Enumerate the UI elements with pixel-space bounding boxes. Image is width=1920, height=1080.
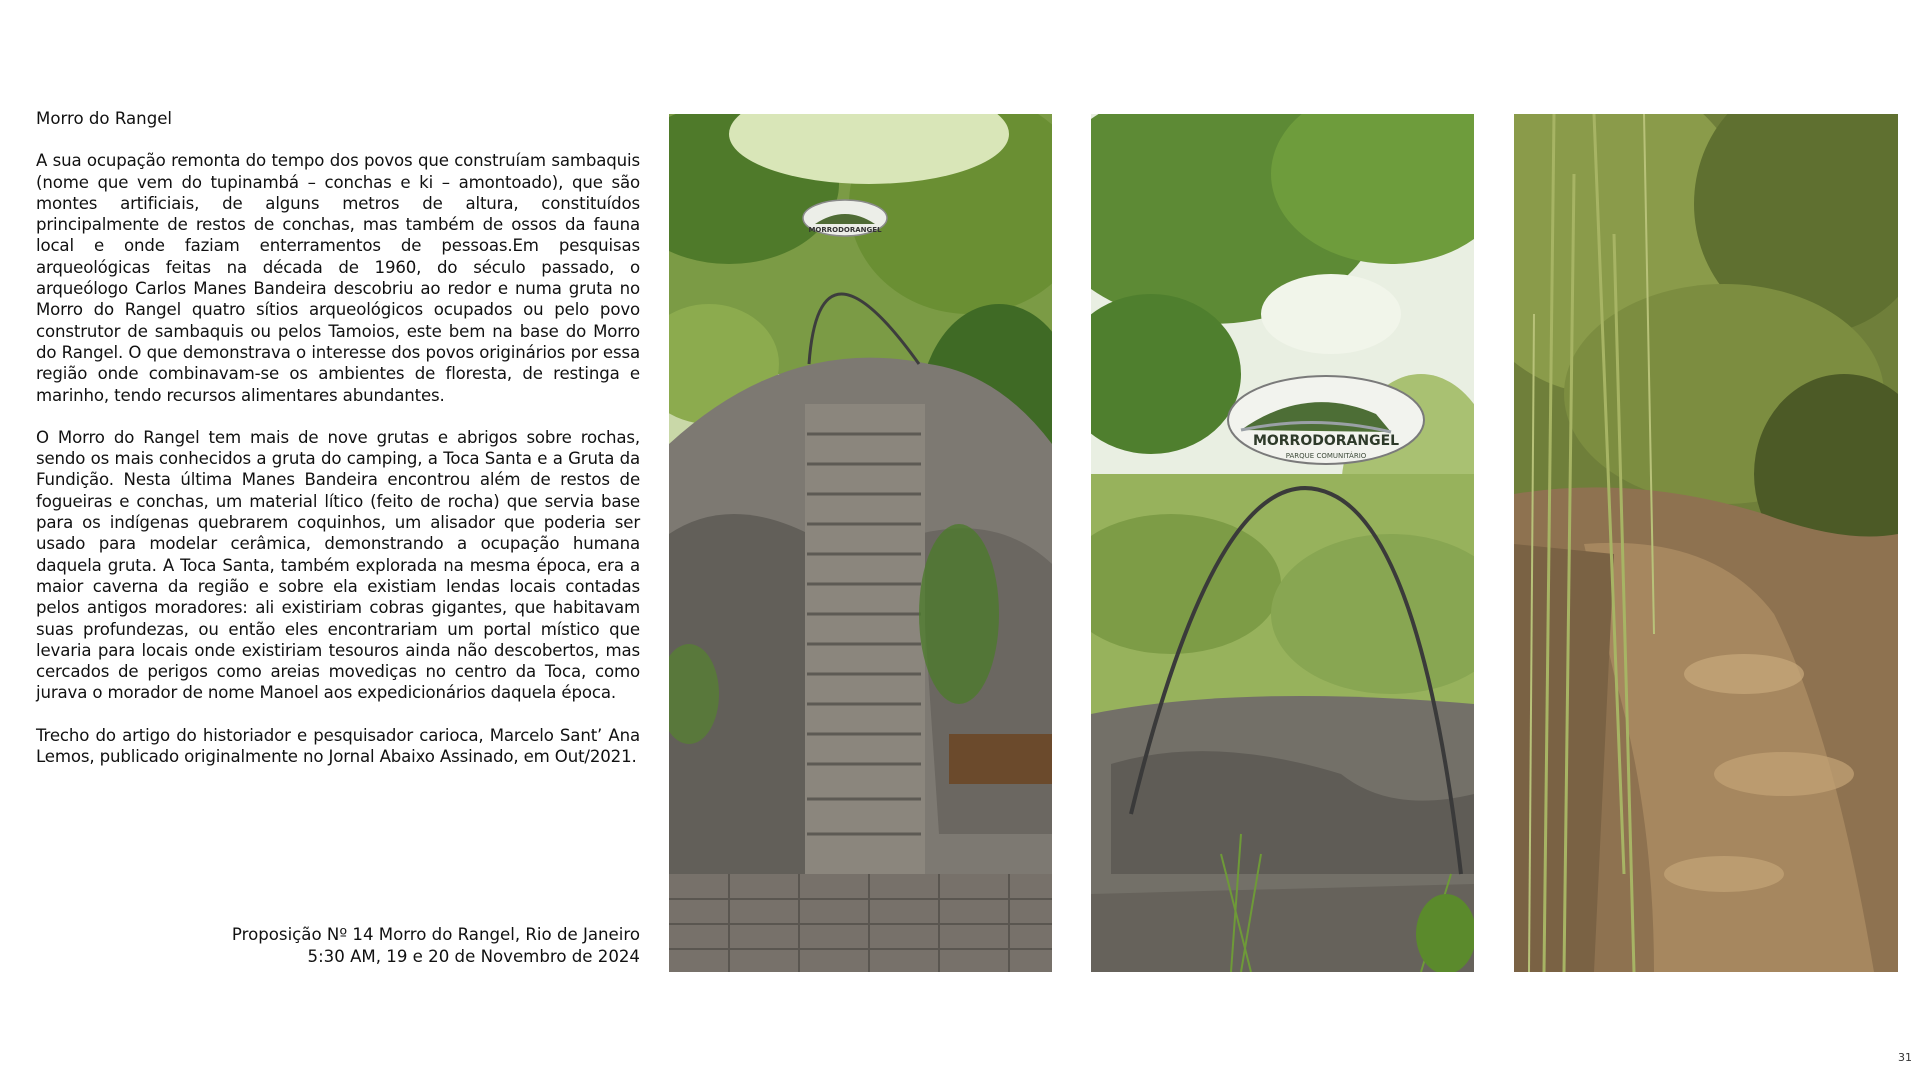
sign-main-text: MORRODORANGEL — [1252, 433, 1400, 449]
article-heading: Morro do Rangel — [36, 109, 173, 128]
article-paragraph-2: O Morro do Rangel tem mais de nove grutas e abrigos sobre rochas, sendo os mais conhecidos a gruta do camping, a Toca Santa e a Gruta da Fundição. Nesta última Manes Bandeira encontrou além de restos de fogueiras e conchas, um material lítico (feito de rocha) que servia base para os indígenas quebrarem coquinhos, um alisador que poderia ser usado para modelar cerâmica, demonstrando a ocupação humana daquela gruta. A Toca Santa, também explorada na mesma época, era a maior caverna da região e sobre ela existiam lendas locais contadas pelos antigos moradores: ali existiriam cobras gigantes, que habitavam suas profundezas, ou então eles encontrariam um portal místico que levaria para locais onde existiriam tesouros ainda não descobertos, mas cercados de perigos como areias movediças no centro da Toca, como jurava o morador de nome Manoel aos expedicionários daquela época. — [36, 427, 640, 703]
photo-stone-stairs — [669, 114, 1052, 972]
article-paragraph-3: Trecho do artigo do historiador e pesquisador carioca, Marcelo Sant’ Ana Lemos, publicado originalmente no Jornal Abaixo Assinado, em Out/2021. — [36, 725, 640, 767]
article-text — [36, 108, 640, 788]
photo-caption — [140, 924, 640, 967]
caption-line-2: 5:30 AM, 19 e 20 de Novembro de 2024 — [307, 946, 640, 966]
sign-small-text: MORRODORANGEL — [808, 226, 882, 234]
sign-sub-text: PARQUE COMUNITÁRIO — [1285, 452, 1367, 460]
photo-park-sign — [1091, 114, 1474, 972]
page-number: 31 — [1898, 1051, 1912, 1064]
article-paragraph-1: A sua ocupação remonta do tempo dos povos que construíam sambaquis (nome que vem do tupinambá – conchas e ki – amontoado), que são montes artificiais, de alguns metros de altura, constituídos principalmente de restos de conchas, mas também de ossos da fauna local e onde faziam enterramentos de pessoas.Em pesquisas arqueológicas feitas na década de 1960, do século passado, o arqueólogo Carlos Manes Bandeira descobriu ao redor e numa gruta no Morro do Rangel quatro sítios arqueológicos ocupados ou pelo povo construtor de sambaquis ou pelos Tamoios, este bem na base do Morro do Rangel. O que demonstrava o interesse dos povos originários por essa região onde combinavam-se os ambientes de floresta, de restinga e marinho, tendo recursos alimentares abundantes. — [36, 151, 640, 405]
photo-forest-trail — [1514, 114, 1898, 972]
caption-line-1: Proposição Nº 14 Morro do Rangel, Rio de Janeiro — [231, 925, 640, 944]
